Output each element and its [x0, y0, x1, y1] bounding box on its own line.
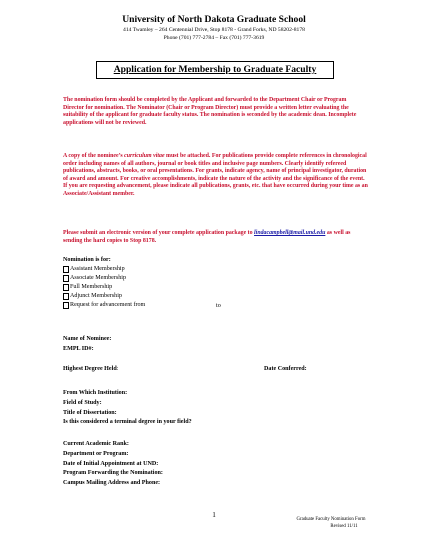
email-link[interactable]: lindacampbell@mail.und.edu	[254, 230, 326, 236]
option-assistant[interactable]	[63, 265, 125, 274]
checkbox[interactable]	[63, 293, 69, 299]
school-phone: Phone (701) 777-2784 – Fax (701) 777-3619	[163, 35, 265, 41]
nomination-label: Nomination is for:	[63, 257, 111, 263]
page-number: 1	[212, 511, 216, 519]
checkbox[interactable]	[63, 275, 69, 281]
form-title: Application for Membership to Graduate Faculty	[96, 61, 334, 79]
footer-revised: Revised 11/11	[330, 524, 358, 529]
campus-address-label: Campus Mailing Address and Phone:	[63, 480, 161, 486]
academic-rank-label: Current Academic Rank:	[63, 441, 129, 447]
advancement-to-label: to	[216, 303, 221, 309]
option-full[interactable]	[63, 283, 112, 292]
cv-text-em: curriculum vitae	[124, 153, 165, 159]
program-forwarding-label: Program Forwarding the Nomination:	[63, 470, 163, 476]
footer-form-name: Graduate Faculty Nomination Form	[296, 517, 366, 522]
name-of-nominee-label: Name of Nominee:	[63, 336, 112, 342]
field-of-study-label: Field of Study:	[63, 400, 102, 406]
option-adjunct[interactable]	[63, 292, 122, 301]
highest-degree-label	[63, 366, 118, 372]
submit-text-b: as well as sending the hard copies to Stop 8178.	[63, 230, 351, 244]
checkbox[interactable]	[63, 284, 69, 290]
appointment-date-label: Date of Initial Appointment at UND:	[63, 461, 159, 467]
checkbox[interactable]	[63, 266, 69, 272]
school-address: 414 Twamley – 264 Centennial Drive, Stop 8178 - Grand Forks, ND 58202-8178	[123, 27, 305, 33]
instructions-paragraph-3	[63, 230, 368, 245]
highest-degree-text: Highest Degree Held	[63, 366, 117, 372]
school-title: University of North Dakota Graduate School	[122, 14, 306, 25]
instructions-paragraph-2	[63, 153, 368, 198]
instructions-paragraph-1: The nomination form should be completed by the Applicant and forwarded to the Department Chair or Program Director for nomination. The Nominator (Chair or Program Director) must provide a written letter evaluating the suitability of the applicant for graduate faculty status. The nomination is seconded by the academic dean. Incomplete applications will not be reviewed.	[63, 97, 357, 126]
terminal-degree-label: Is this considered a terminal degree in your field?	[63, 419, 192, 425]
emplid-label: EMPL ID#:	[63, 346, 94, 352]
cv-text-a: A copy of the nominee’s	[63, 153, 125, 159]
option-label: Associate Membership	[70, 275, 127, 282]
checkbox[interactable]	[63, 302, 69, 308]
dissertation-label: Title of Dissertation:	[63, 410, 117, 416]
department-label: Department or Program:	[63, 451, 129, 457]
highest-degree-colon: :	[116, 366, 119, 372]
date-conferred-label: Date Conferred:	[264, 366, 307, 372]
submit-text-a: Please submit an electronic version of your complete application package to	[63, 230, 255, 236]
option-label: Full Membership	[70, 284, 113, 291]
option-label: Adjunct Membership	[70, 293, 122, 300]
option-label: Request for advancement from	[70, 302, 146, 309]
institution-label: From Which Institution:	[63, 390, 128, 396]
cv-text-b: must be attached. For publications provide complete references in chronological order including names of all authors, journal or book titles and inclusive page numbers. Clearly identify refereed publications, abstracts, books, or oral presentations. For grants, indicate agency, name of principal investigator, duration of award and amount. For creative accomplishments, indicate the nature of the activity and the significance of the event. If you are requesting advancement, please indicate all publications, grants, etc. that have occurred during your time as an Associate/Assistant member.	[63, 153, 368, 197]
option-advancement[interactable]	[63, 301, 145, 310]
option-label: Assistant Membership	[70, 266, 125, 273]
option-associate[interactable]	[63, 274, 126, 283]
